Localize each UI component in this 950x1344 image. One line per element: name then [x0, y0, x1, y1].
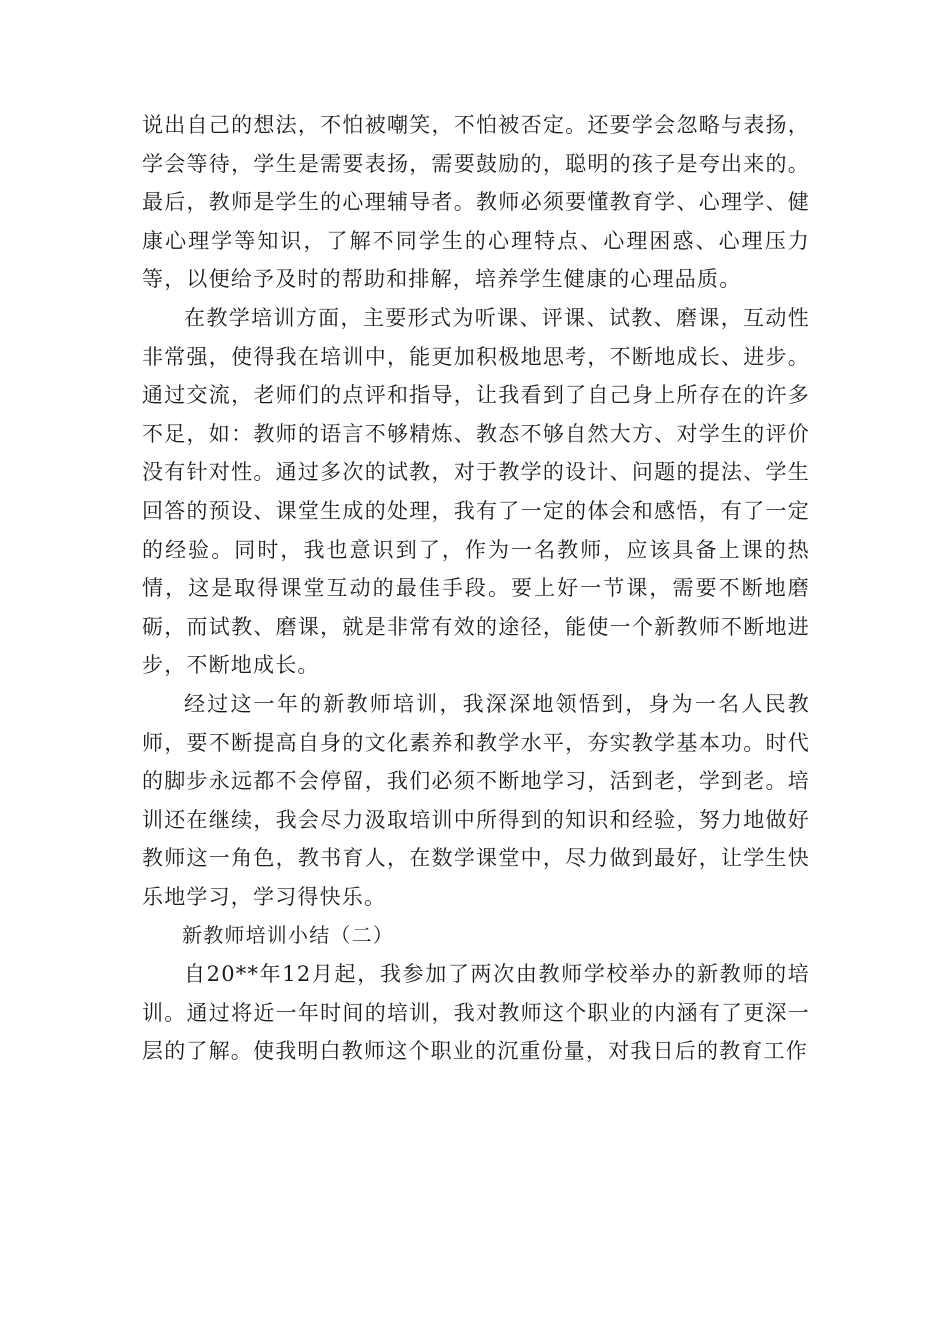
paragraph-reflection: 经过这一年的新教师培训，我深深地领悟到，身为一名人民教师，要不断提高自身的文化素养和教学水平，夯实教学基本功。时代的脚步永远都不会停留，我们必须不断地学习，活到老，学到老。培训还在继续，我会尽力汲取培训中所得到的知识和经验，努力地做好教师这一角色，教书育人，在数学课堂中，尽力做到最好，让学生快乐地学习，学习得快乐。 — [142, 691, 810, 909]
paragraph-section-two-intro: 自20**年12月起，我参加了两次由教师学校举办的新教师的培训。通过将近一年时间的培训，我对教师这个职业的内涵有了更深一层的了解。使我明白教师这个职业的沉重份量，对我日后的教育工作 — [142, 962, 810, 1064]
section-title: 新教师培训小结（二） — [182, 923, 394, 948]
document-body — [142, 106, 810, 1071]
paragraph-continued: 说出自己的想法，不怕被嘲笑，不怕被否定。还要学会忽略与表扬，学会等待，学生是需要表扬，需要鼓励的，聪明的孩子是夸出来的。最后，教师是学生的心理辅导者。教师必须要懂教育学、心理学、健康心理学等知识，了解不同学生的心理特点、心理困惑、心理压力等，以便给予及时的帮助和排解，培养学生健康的心理品质。 — [142, 113, 810, 292]
paragraph-teaching-training: 在教学培训方面，主要形式为听课、评课、试教、磨课，互动性非常强，使得我在培训中，能更加积极地思考，不断地成长、进步。通过交流，老师们的点评和指导，让我看到了自己身上所存在的许多不足，如：教师的语言不够精炼、教态不够自然大方、对学生的评价没有针对性。通过多次的试教，对于教学的设计、问题的提法、学生回答的预设、课堂生成的处理，我有了一定的体会和感悟，有了一定的经验。同时，我也意识到了，作为一名教师，应该具备上课的热情，这是取得课堂互动的最佳手段。要上好一节课，需要不断地磨砺，而试教、磨课，就是非常有效的途径，能使一个新教师不断地进步，不断地成长。 — [142, 305, 810, 678]
